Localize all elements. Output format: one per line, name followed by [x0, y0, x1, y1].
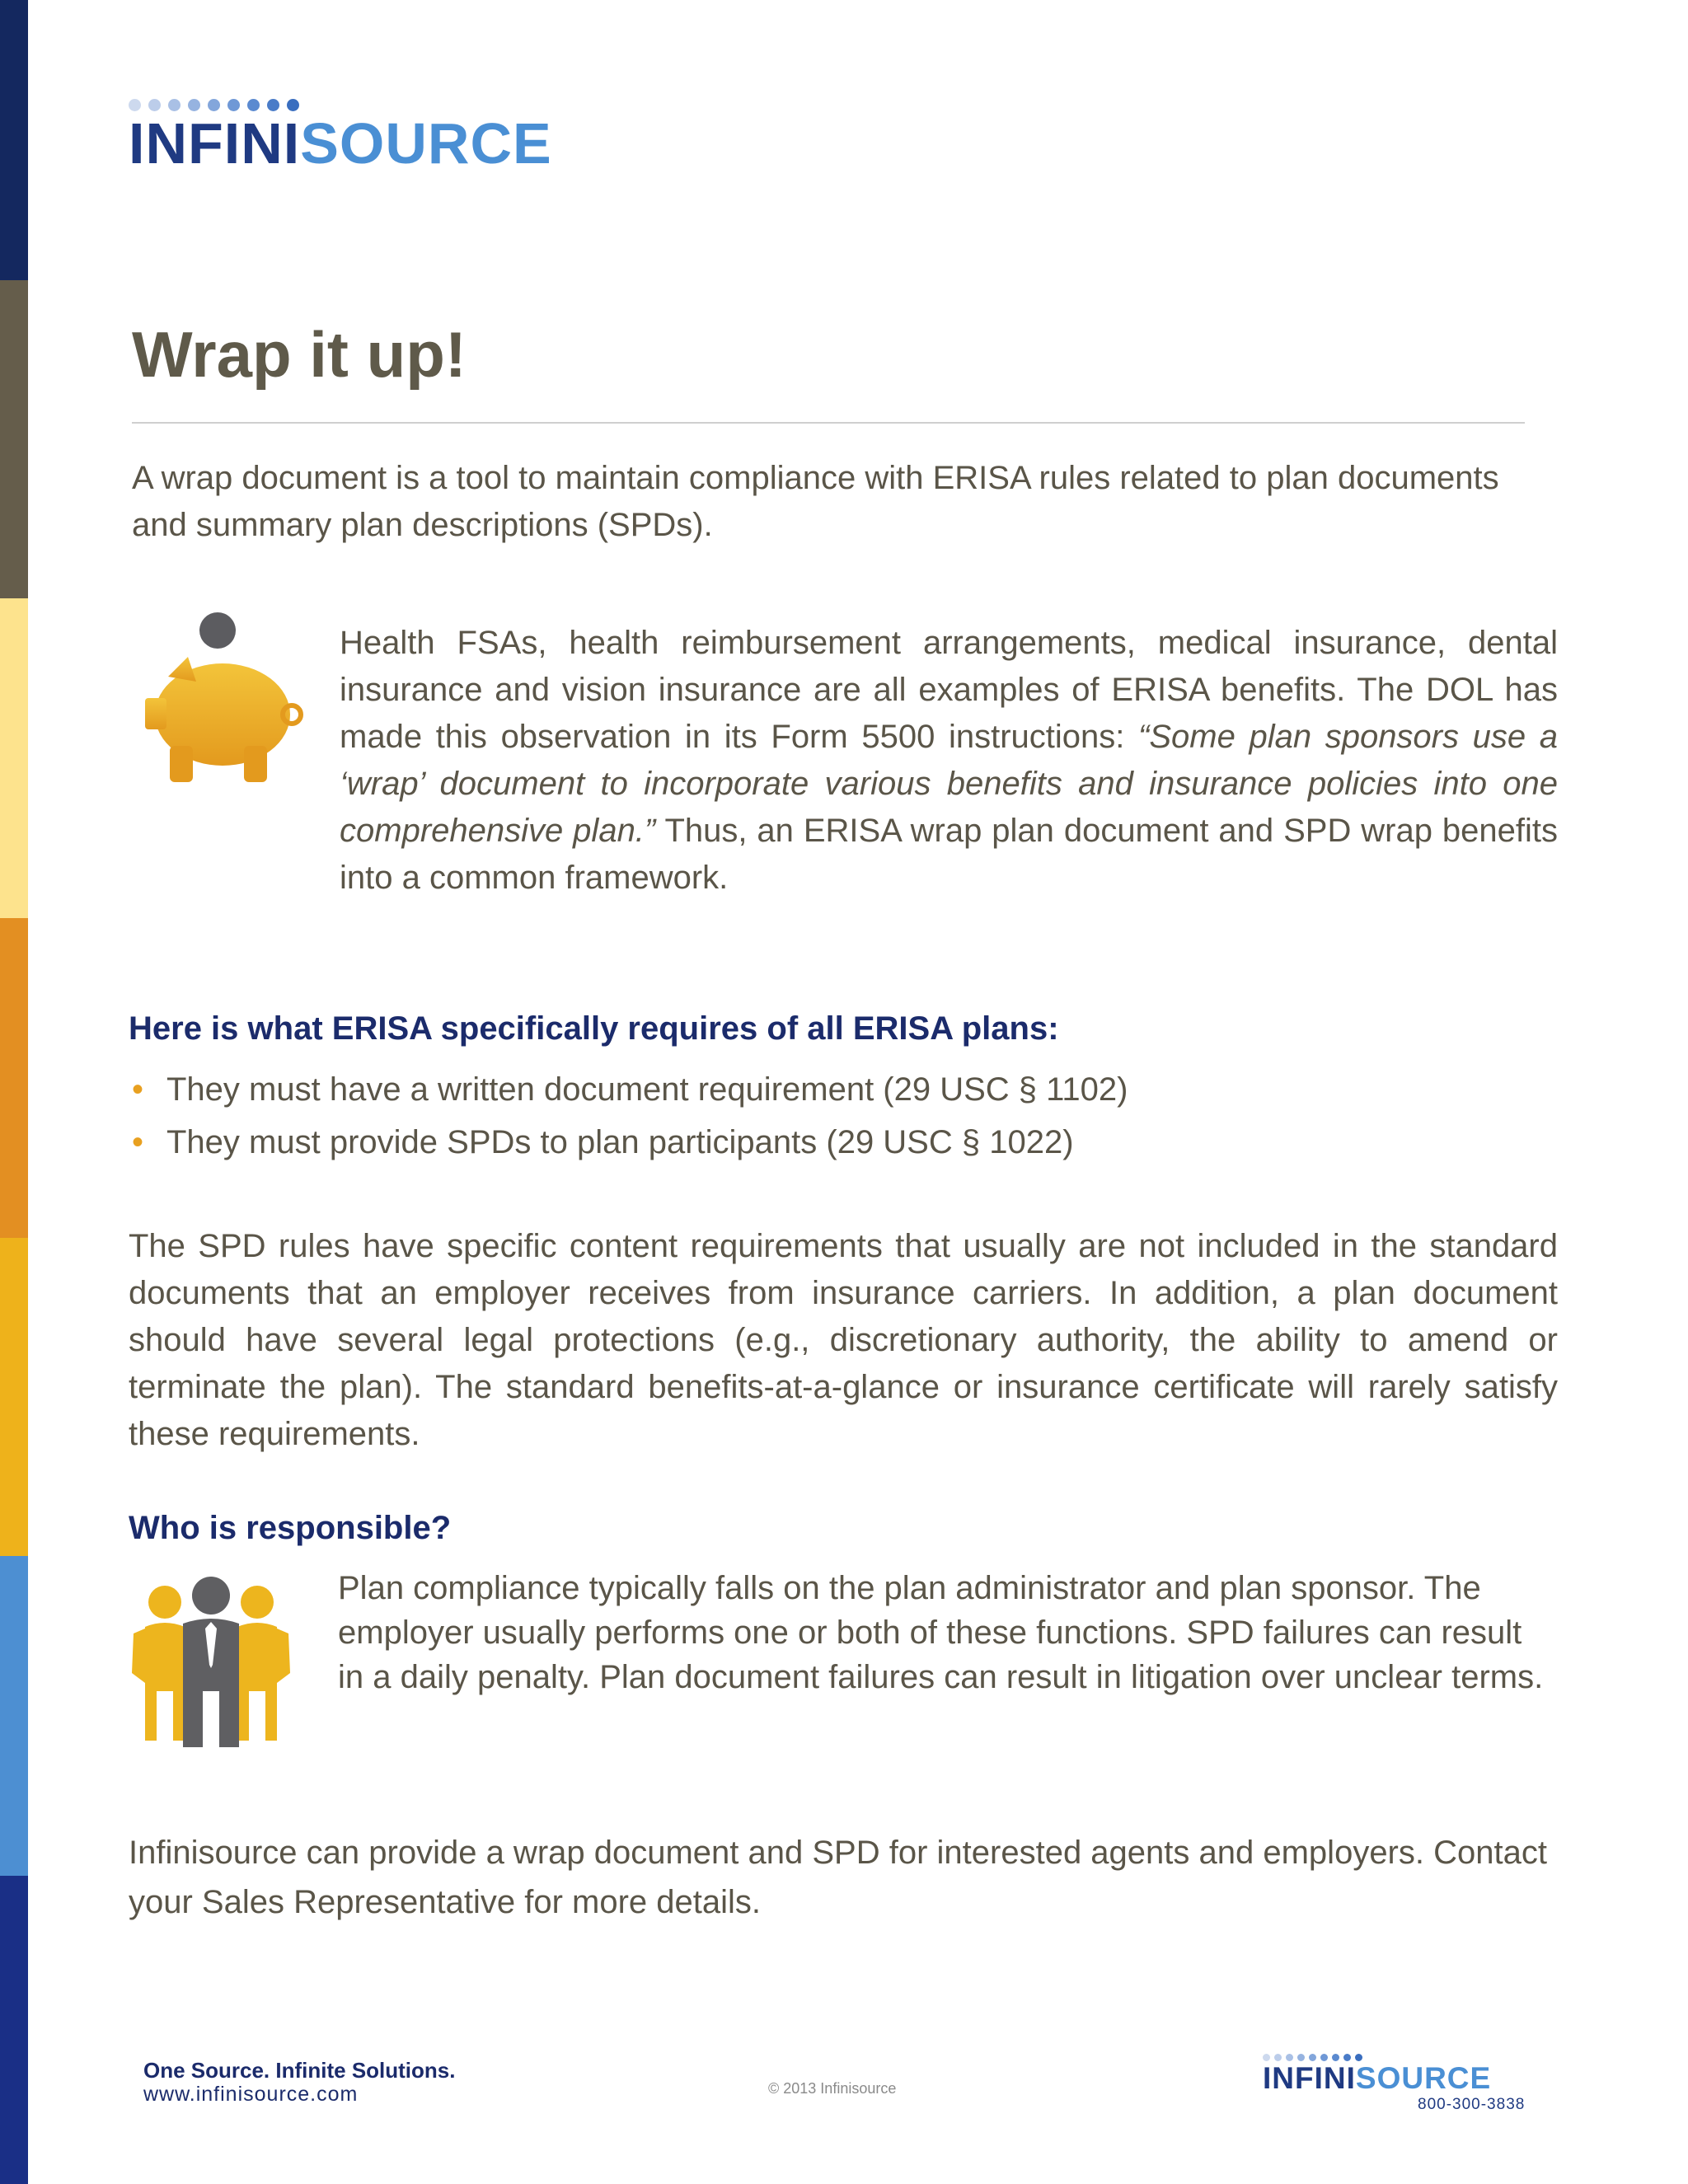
responsible-heading: Who is responsible? — [129, 1510, 452, 1546]
responsible-paragraph: Plan compliance typically falls on the plan administrator and plan sponsor. The employer usually performs one or both of these functions. SPD failures can result in a daily penalty. Plan document failures can result in litigation over unclear terms. — [338, 1570, 1544, 1695]
stripe-blue — [0, 1556, 28, 1876]
footer-logo-wordmark — [1263, 2063, 1491, 2093]
stripe-royal-blue — [0, 1876, 28, 2184]
title-divider — [132, 422, 1525, 424]
stripe-gold — [0, 1238, 28, 1556]
footer-logo — [1263, 2054, 1491, 2093]
header-logo — [129, 99, 552, 176]
footer-website-link[interactable]: www.infinisource.com — [143, 2083, 359, 2106]
footer-logo-part-infini: INFINI — [1263, 2061, 1356, 2095]
logo-part-source: SOURCE — [300, 111, 552, 176]
footer-logo-dots — [1263, 2054, 1491, 2061]
stripe-pale-yellow — [0, 598, 28, 918]
footer-tagline: One Source. Infinite Solutions. — [143, 2058, 456, 2083]
intro-paragraph: A wrap document is a tool to maintain compliance with ERISA rules related to plan documents and summary plan descriptions (SPDs). — [132, 460, 1499, 543]
logo-wordmark — [129, 111, 552, 176]
stripe-orange — [0, 918, 28, 1238]
page-title: Wrap it up! — [132, 318, 467, 391]
footer-logo-part-source: SOURCE — [1355, 2061, 1492, 2095]
closing-paragraph: Infinisource can provide a wrap document and SPD for interested agents and employers. Contact your Sales Representative for more details. — [129, 1835, 1547, 1920]
spd-rules-paragraph: The SPD rules have specific content requirements that usually are not included in the standard documents that an employer receives from insurance carriers. In addition, a plan document should have several legal protections (e.g., discretionary authority, the ability to amend or terminate the plan). The standard benefits-at-a-glance or insurance certificate will rarely satisfy these requirements. — [129, 1228, 1558, 1452]
requirements-list — [132, 1063, 1128, 1169]
piggy-bank-icon — [138, 606, 312, 795]
footer-copyright: © 2013 Infinisource — [768, 2080, 897, 2097]
footer-phone: 800-300-3838 — [1418, 2096, 1526, 2113]
stripe-navy — [0, 0, 28, 280]
fsa-text-end: Thus, an ERISA wrap plan document and SPD wrap benefits into a common framework. — [340, 813, 1559, 896]
list-item: • They must have a written document requirement (29 USC § 1102) — [132, 1063, 1128, 1116]
list-item: • They must provide SPDs to plan participants (29 USC § 1022) — [132, 1116, 1128, 1169]
requirements-heading: Here is what ERISA specifically requires of all ERISA plans: — [129, 1010, 1059, 1047]
dol-quote: “Some plan sponsors use a ‘wrap’ document to incorporate various benefits and insurance policies into one comprehensive plan.” — [340, 719, 1558, 849]
stripe-taupe — [0, 280, 28, 598]
logo-dots — [129, 99, 552, 111]
logo-part-infini: INFINI — [129, 111, 301, 176]
fsa-paragraph — [340, 620, 1558, 902]
fsa-text-main: Health FSAs, health reimbursement arrangements, medical insurance, dental insurance and vision insurance are all examples of ERISA benefits. The DOL has made this observation in its Form 5500 instructions: — [340, 625, 1558, 755]
people-group-icon — [129, 1576, 293, 1749]
